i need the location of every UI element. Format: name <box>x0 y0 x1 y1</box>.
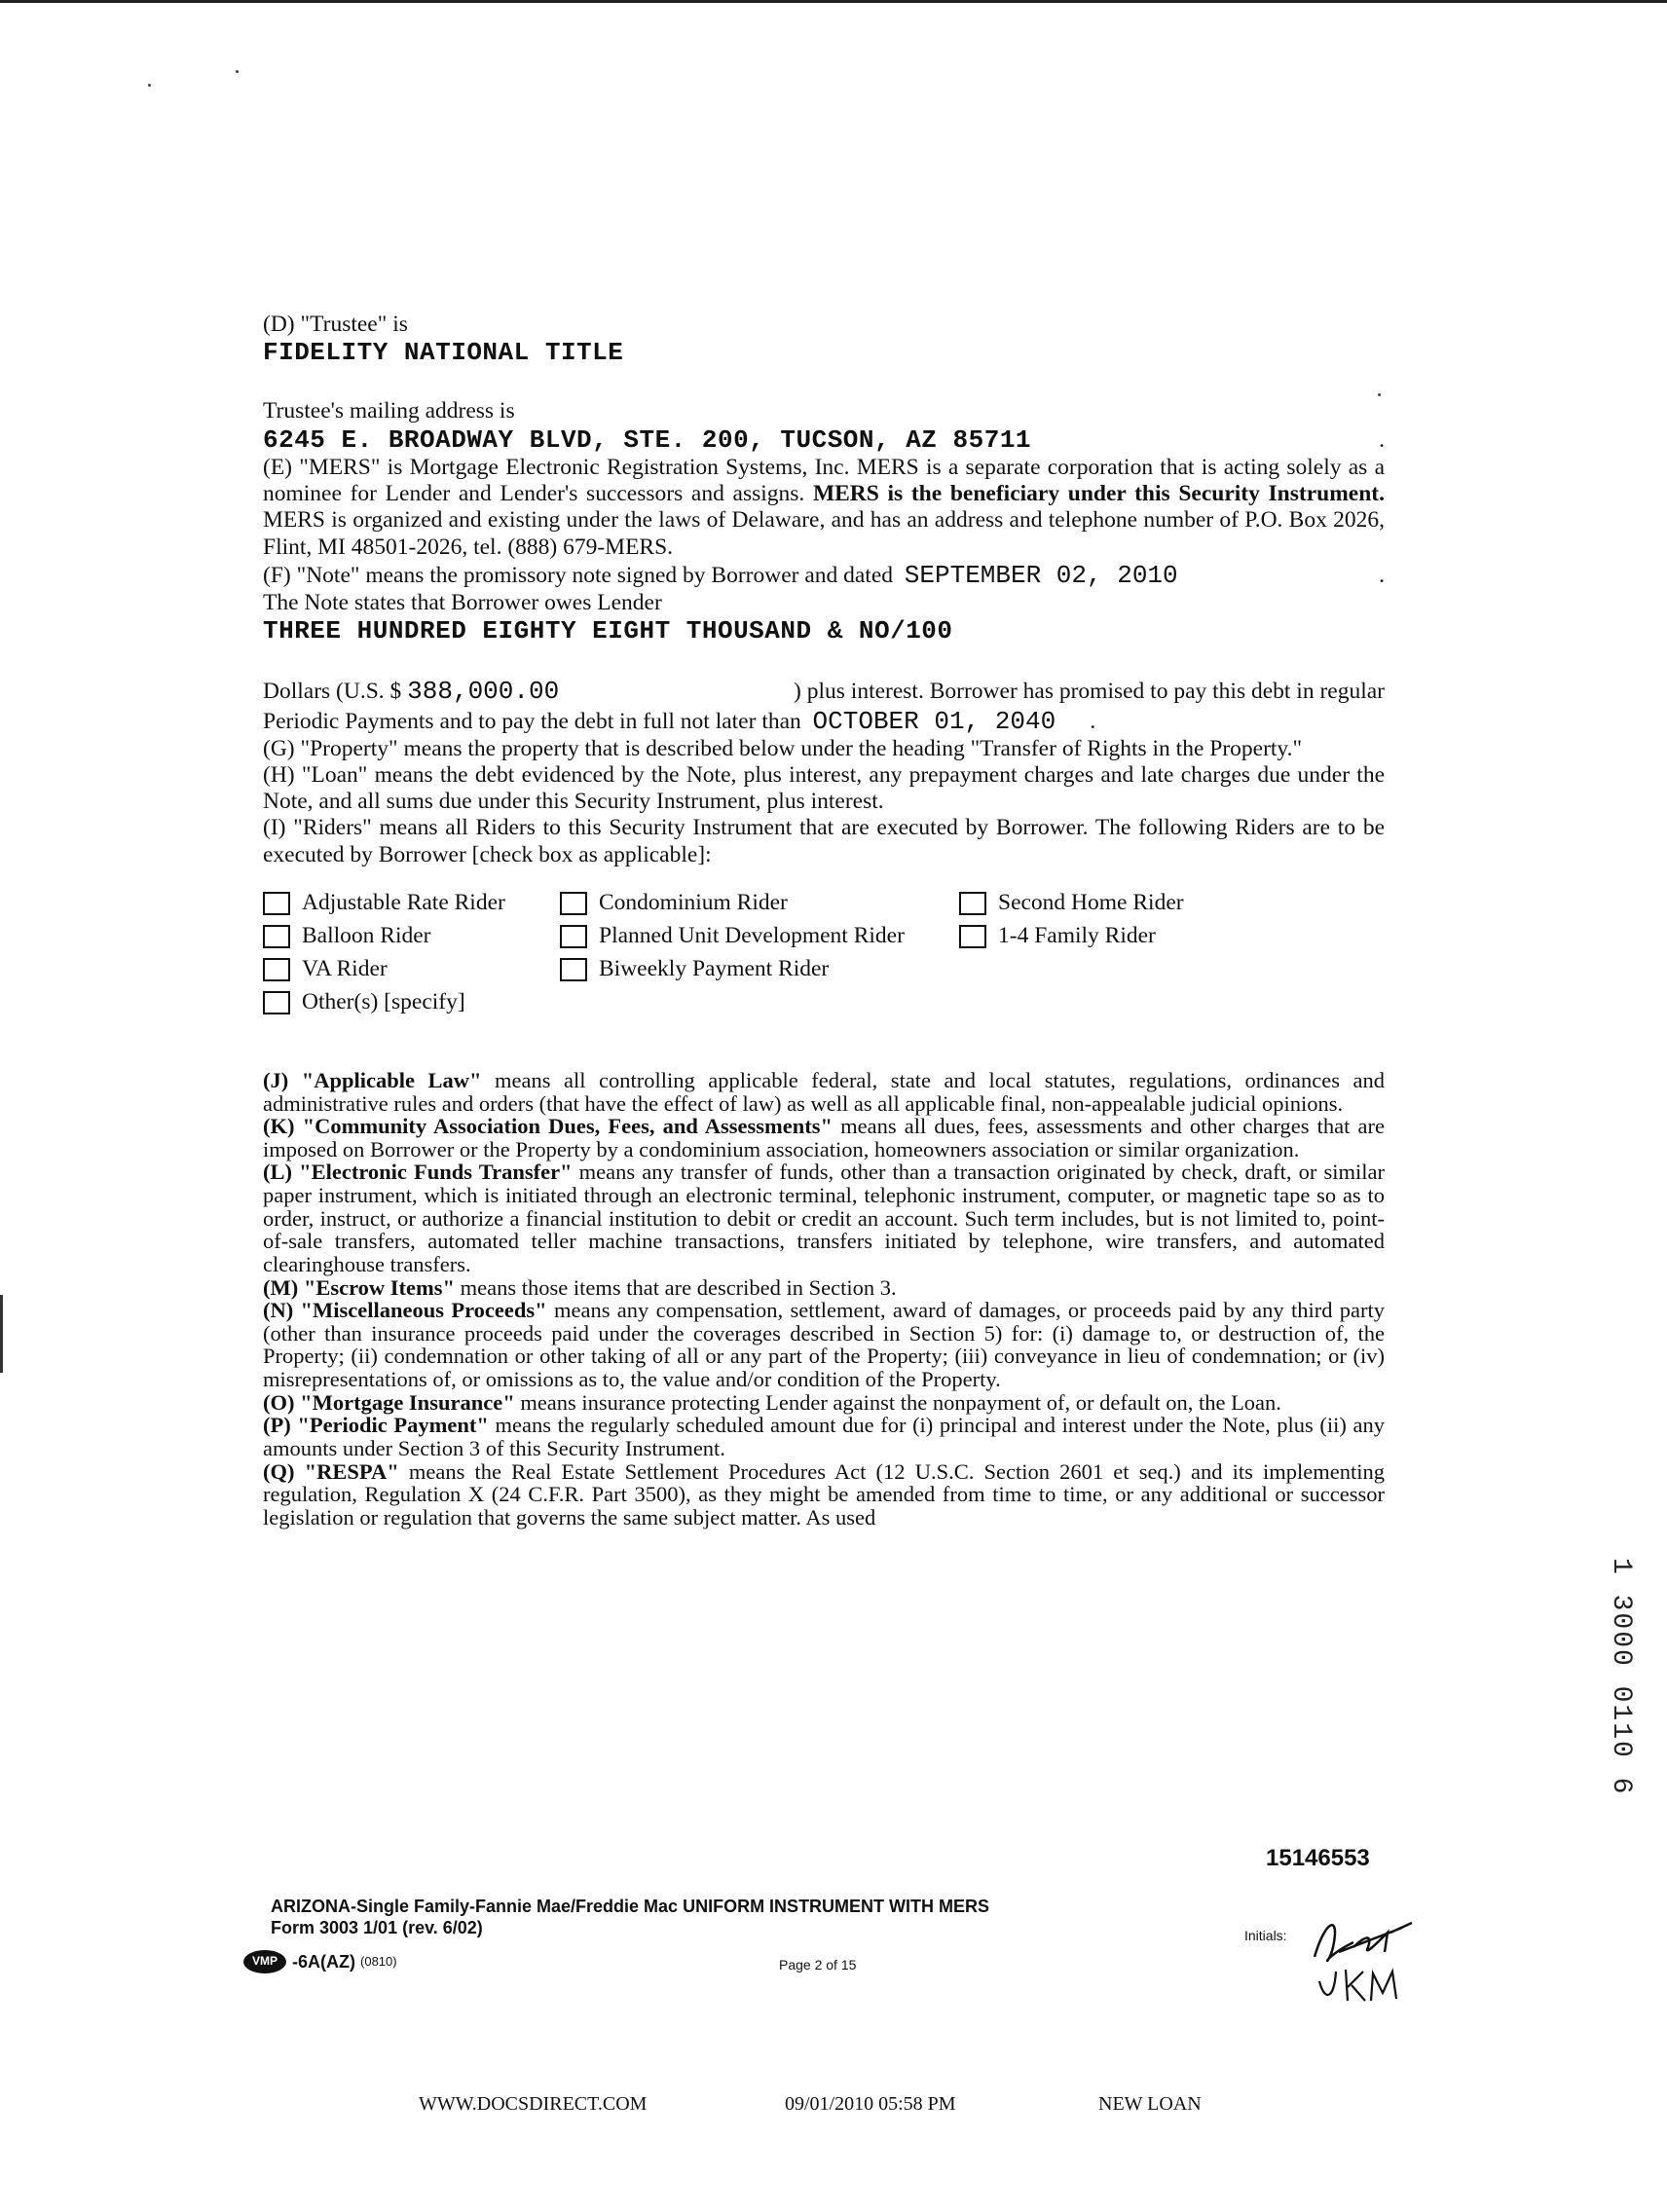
def-text: means any compensation, settlement, award of damages, or proceeds paid by any third party (other than insurance proceeds paid under the coverages described in Section 5) for: (i) damage to, or destruction of, the Property; (ii) condemnation or other taking of all or any part of the Property; (iii) conveyance in lieu of condemnation; or (iv) misrepresentations of, or omissions as to, the value and/or condition of the Property. <box>263 1298 1385 1392</box>
def-eft <box>263 1161 1385 1275</box>
rider-condominium[interactable] <box>560 888 959 919</box>
def-term: (J) "Applicable Law" <box>263 1067 482 1092</box>
def-text: means the Real Estate Settlement Procedures Act (12 U.S.C. Section 2601 et seq.) and its implementing regulation, Regulation X (24 C.F.R. Part 3500), as they might be amended from time to time, or any additional or successor legislation or regulation that governs the same subject matter. As used <box>263 1458 1385 1530</box>
mers-lead: (E) "MERS" is Mortgage Electronic Registration Systems, Inc. MERS is a separate corporation that is acting solely as a nominee for Lender and Lender's successors and assigns. <box>263 454 1385 507</box>
rider-other[interactable] <box>263 987 560 1018</box>
side-document-number: 1 3000 0110 6 <box>1606 1558 1636 1796</box>
def-text: means those items that are described in Section 3. <box>455 1274 897 1300</box>
scan-mark <box>0 1295 3 1373</box>
def-term: (Q) "RESPA" <box>263 1458 399 1484</box>
checkbox[interactable] <box>959 925 986 948</box>
rider-label: Balloon Rider <box>302 923 431 949</box>
form-title: ARIZONA-Single Family-Fannie Mae/Freddie Mac UNIFORM INSTRUMENT WITH MERS <box>271 1897 990 1916</box>
trustee-address-line <box>263 425 1385 455</box>
def-text: means all dues, fees, assessments and other charges that are imposed on Borrower or the Property by a condominium association, homeowners association or similar organization. <box>263 1114 1385 1161</box>
property-definition: (G) "Property" means the property that is described below under the heading "Transfer of Rights in the Property." <box>263 735 1303 761</box>
checkbox[interactable] <box>560 958 587 981</box>
vmp-code: -6A(AZ) <box>292 1951 355 1972</box>
periodic-line <box>263 707 1385 736</box>
dollars-lead: Dollars (U.S. $ <box>263 679 402 705</box>
checkbox[interactable] <box>263 925 290 948</box>
def-term: (P) "Periodic Payment" <box>263 1413 489 1438</box>
def-term: (O) "Mortgage Insurance" <box>263 1389 515 1415</box>
handwritten-initials <box>1295 1903 1422 2010</box>
footer-website: WWW.DOCSDIRECT.COM <box>419 2093 648 2115</box>
note-lead: (F) "Note" means the promissory note signed by Borrower and dated <box>263 562 894 588</box>
rider-va[interactable] <box>263 954 560 985</box>
footer-loan-type: NEW LOAN <box>1098 2093 1202 2115</box>
rider-second-home[interactable] <box>959 888 1251 919</box>
def-mortgage-insurance <box>263 1391 1385 1415</box>
loan-number: 15146553 <box>1266 1845 1370 1871</box>
rider-pud[interactable] <box>560 921 959 952</box>
scan-speck <box>236 70 239 73</box>
vmp-form-code <box>243 1950 397 1973</box>
def-text: means all controlling applicable federal, state and local statutes, regulations, ordinances and administrative rules and orders (that have the effect of law) as well as all applicable final, non-appealable judicial opinions. <box>263 1067 1385 1116</box>
note-date: SEPTEMBER 02, 2010 <box>904 560 1178 590</box>
vmp-logo: VMP <box>243 1950 286 1973</box>
trustee-address-label: Trustee's mailing address is <box>263 398 515 424</box>
loan-definition: (H) "Loan" means the debt evidenced by the Note, plus interest, any prepayment charges and late charges due under the Note, and all sums due under this Security Instrument, plus interest. <box>263 761 1385 815</box>
definitions <box>263 1069 1385 1530</box>
def-text: means any transfer of funds, other than a transaction originated by check, draft, or similar paper instrument, which is initiated through an electronic terminal, telephonic instrument, computer, or magnetic tape so as to order, instruct, or authorize a financial institution to debit or credit an account. Such term includes, but is not limited to, point-of-sale transfers, automated teller machine transactions, transfers initiated by telephone, wire transfers, and automated clearinghouse transfers. <box>263 1160 1385 1276</box>
dollars-tail: ) plus interest. Borrower has promised to pay this debt in regular <box>794 679 1385 705</box>
rider-label: Adjustable Rate Rider <box>302 890 505 916</box>
def-community-dues <box>263 1115 1385 1161</box>
def-misc-proceeds <box>263 1299 1385 1391</box>
riders-definition: (I) "Riders" means all Riders to this Security Instrument that are executed by Borrower. The following Riders are to be executed by Borrower [check box as applicable]: <box>263 815 1385 867</box>
rider-label: Planned Unit Development Rider <box>599 923 905 949</box>
rider-label: Other(s) [specify] <box>302 989 465 1015</box>
rider-label: VA Rider <box>302 956 388 982</box>
note-definition <box>263 561 1385 590</box>
checkbox[interactable] <box>263 892 290 915</box>
document-body <box>263 312 1385 1529</box>
periodic-end: . <box>1090 708 1096 734</box>
footer-timestamp: 09/01/2010 05:58 PM <box>785 2093 956 2115</box>
form-number: Form 3003 1/01 (rev. 6/02) <box>271 1917 483 1937</box>
checkbox[interactable] <box>959 892 986 915</box>
dollars-line <box>263 677 1385 706</box>
def-respa <box>263 1460 1385 1530</box>
trustee-address: 6245 E. BROADWAY BLVD, STE. 200, TUCSON, AZ 85711 <box>263 424 1032 455</box>
def-term: (M) "Escrow Items" <box>263 1274 456 1300</box>
checkbox[interactable] <box>560 925 587 948</box>
def-periodic-payment <box>263 1414 1385 1459</box>
checkbox[interactable] <box>560 892 587 915</box>
amount-in-words: THREE HUNDRED EIGHTY EIGHT THOUSAND & NO/100 <box>263 616 953 646</box>
vmp-rev: (0810) <box>360 1954 397 1970</box>
scan-speck <box>148 84 151 87</box>
trustee-address-end: . <box>1379 426 1385 453</box>
rider-1-4-family[interactable] <box>959 921 1251 952</box>
maturity-date: OCTOBER 01, 2040 <box>812 706 1056 736</box>
note-end: . <box>1379 562 1385 588</box>
loan-amount: 388,000.00 <box>407 677 560 707</box>
rider-biweekly[interactable] <box>560 954 959 985</box>
def-text: means insurance protecting Lender against the nonpayment of, or default on, the Loan. <box>514 1389 1281 1415</box>
form-footer <box>271 1897 989 1938</box>
trustee-name: FIDELITY NATIONAL TITLE <box>263 338 624 368</box>
trustee-heading: (D) "Trustee" is <box>263 312 408 337</box>
rider-balloon[interactable] <box>263 921 560 952</box>
rider-label: Second Home Rider <box>998 890 1184 916</box>
mers-bold: MERS is the beneficiary under this Security Instrument. <box>812 481 1385 507</box>
def-text: means the regularly scheduled amount due for (i) principal and interest under the Note, plus (ii) any amounts under Section 3 of this Security Instrument. <box>263 1413 1385 1460</box>
def-escrow-items <box>263 1276 1385 1300</box>
rider-label: 1-4 Family Rider <box>998 923 1156 949</box>
def-term: (L) "Electronic Funds Transfer" <box>263 1160 573 1185</box>
rider-checkbox-grid <box>263 888 1385 1018</box>
def-term: (N) "Miscellaneous Proceeds" <box>263 1298 547 1323</box>
page-number: Page 2 of 15 <box>779 1957 857 1972</box>
empty-cell <box>959 954 1251 985</box>
mers-tail: MERS is organized and existing under the laws of Delaware, and has an address and telephone number of P.O. Box 2026, Flint, MI 48501-2026, tel. (888) 679-MERS. <box>263 507 1385 560</box>
checkbox[interactable] <box>263 991 290 1014</box>
note-owes: The Note states that Borrower owes Lender <box>263 589 662 615</box>
scan-edge-line <box>0 0 1667 3</box>
rider-label: Condominium Rider <box>599 890 788 916</box>
initials-label: Initials: <box>1244 1928 1287 1943</box>
checkbox[interactable] <box>263 958 290 981</box>
def-term: (K) "Community Association Dues, Fees, and Assessments" <box>263 1114 834 1139</box>
rider-label: Biweekly Payment Rider <box>599 956 830 982</box>
periodic-lead: Periodic Payments and to pay the debt in full not later than <box>263 708 801 734</box>
rider-adjustable-rate[interactable] <box>263 888 560 919</box>
mers-definition <box>263 455 1385 561</box>
def-applicable-law <box>263 1069 1385 1115</box>
